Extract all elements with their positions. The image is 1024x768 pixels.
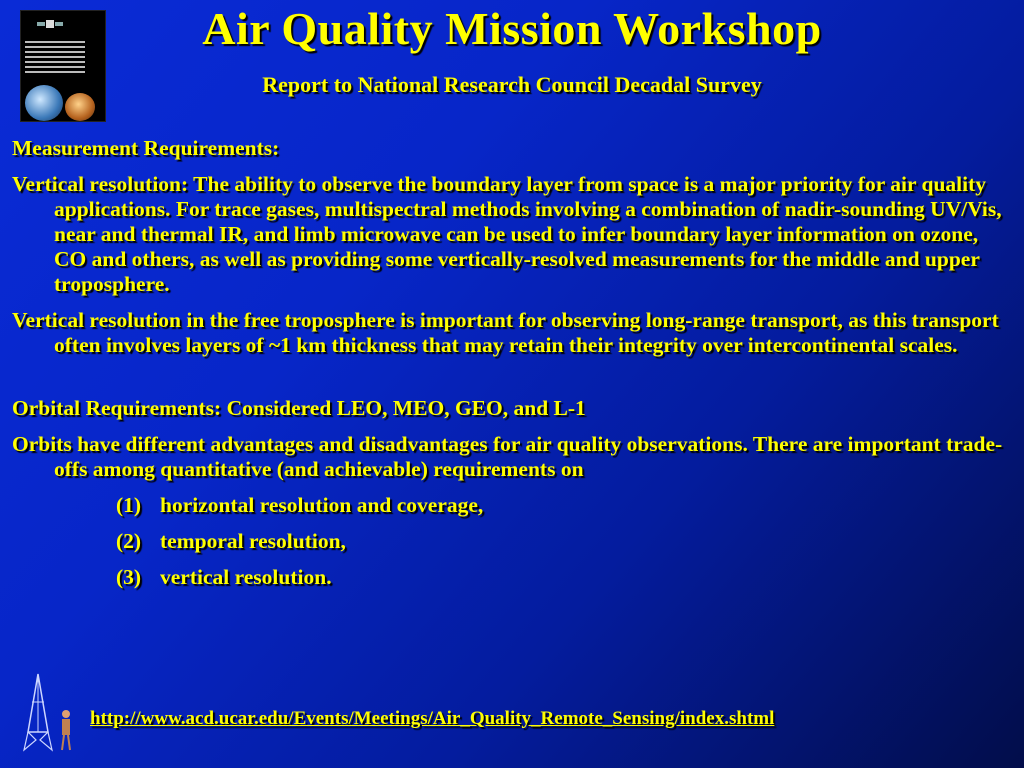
- requirements-list: [12, 493, 1012, 590]
- list-item: [116, 493, 1012, 518]
- list-text: horizontal resolution and coverage,: [160, 493, 484, 517]
- footer-link[interactable]: http://www.acd.ucar.edu/Events/Meetings/Air_Quality_Remote_Sensing/index.shtml: [90, 708, 775, 729]
- rocket-figure-icon: [22, 672, 78, 754]
- measurement-paragraph: Vertical resolution: The ability to observe the boundary layer from space is a major priority for air quality applications. For trace gases, multispectral methods involving a combination of nadir-sounding UV/Vis, near and thermal IR, and limb microwave can be used to infer boundary layer information on ozone, CO and others, as well as providing some vertically-resolved measurements for the middle and upper troposphere.: [12, 172, 1002, 296]
- measurement-heading: Measurement Requirements:: [12, 136, 280, 160]
- measurement-paragraph: Vertical resolution in the free troposphere is important for observing long-range transport, as this transport often involves layers of ~1 km thickness that may retain their integrity over intercontinental scales.: [12, 308, 999, 357]
- list-number: (2): [116, 529, 142, 553]
- list-item: [116, 565, 1012, 590]
- orbital-paragraph: Orbits have different advantages and disadvantages for air quality observations. There are important trade-offs among quantitative (and achievable) requirements on: [12, 432, 1003, 481]
- list-number: (3): [116, 565, 142, 589]
- orbital-heading: Orbital Requirements: Considered LEO, MEO, GEO, and L-1: [12, 396, 586, 420]
- list-item: [116, 529, 1012, 554]
- slide-body: [12, 136, 1012, 590]
- list-text: temporal resolution,: [160, 529, 346, 553]
- page-subtitle: Report to National Research Council Decadal Survey: [262, 72, 762, 97]
- page-title: Air Quality Mission Workshop: [202, 3, 822, 54]
- list-text: vertical resolution.: [160, 565, 332, 589]
- list-number: (1): [116, 493, 142, 517]
